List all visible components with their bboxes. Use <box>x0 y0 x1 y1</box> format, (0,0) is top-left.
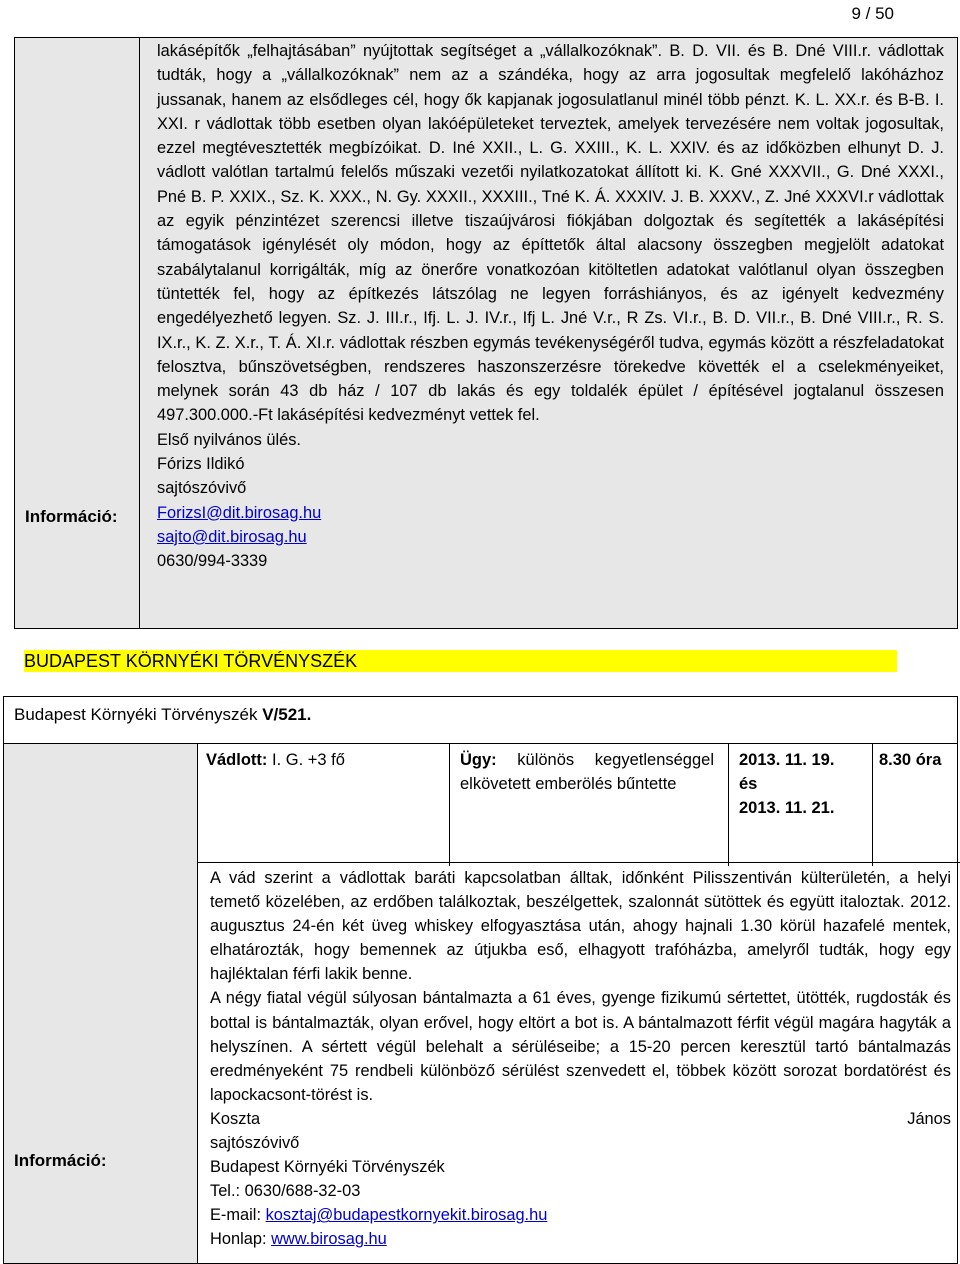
contact-name-row <box>210 1107 960 1131</box>
info-label: Információ: <box>25 507 118 526</box>
time-cell <box>872 744 960 866</box>
contact-court: Budapest Környéki Törvényszék <box>210 1158 445 1177</box>
case-table-2 <box>3 696 958 1264</box>
case-type-value: különös kegyetlenséggel elkövetett emberölés bűntette <box>460 751 714 793</box>
contact-role-2: sajtószóvivő <box>210 1134 300 1153</box>
case2-paragraph-1: A vád szerint a vádlottak baráti kapcsolatban álltak, időnként Pilisszentiván külterületén, a helyi temető közelében, az erdőben találkoztak, beszélgettek, szalonnát sütöttek és együtt italoztak. 2012. augusztus 24-én két üveg whiskey elfogyasztása után, ahogy hajnali 1.30 körül hazafelé mentek, elhatározták, hogy bemennek az útjukba eső, elhagyott trafóházba, amelyről tudták, hogy egy hajléktalan férfi lakik benne. <box>210 869 951 984</box>
contact-last-name: János <box>907 1109 951 1128</box>
case1-text <box>14 37 958 574</box>
label-column-2 <box>4 744 198 1264</box>
date-and: és <box>739 775 758 793</box>
defendant-cell <box>198 744 449 866</box>
case-type-label: Ügy: <box>460 751 497 769</box>
defendant-value: I. G. +3 fő <box>267 751 345 769</box>
court-name: Budapest Környéki Törvényszék <box>14 705 263 724</box>
email-link-1[interactable]: ForizsI@dit.birosag.hu <box>157 503 322 522</box>
date-first: 2013. 11. 19. <box>739 751 835 769</box>
court-case-header <box>4 697 958 744</box>
date-cell <box>728 744 872 866</box>
court-section-title: BUDAPEST KÖRNYÉKI TÖRVÉNYSZÉK <box>24 650 897 672</box>
defendant-label: Vádlott: <box>206 751 268 769</box>
case-number: V/521. <box>262 705 312 724</box>
page-number: 9 / 50 <box>851 4 894 23</box>
case2-content <box>198 744 958 1264</box>
date-second: 2013. 11. 21. <box>739 799 835 817</box>
email-link-2[interactable]: sajto@dit.birosag.hu <box>157 527 307 546</box>
contact-first-name: Koszta <box>210 1109 261 1128</box>
contact-name: Fórizs Ildikó <box>157 455 245 474</box>
hearing-time: 8.30 óra <box>879 751 942 769</box>
web-link[interactable]: www.birosag.hu <box>271 1230 387 1249</box>
info-label-2: Információ: <box>14 1151 107 1170</box>
email-label: E-mail: <box>210 1206 266 1225</box>
case1-paragraph-first-hearing: Első nyilvános ülés. <box>157 430 301 449</box>
case1-paragraph: lakásépítők „felhajtásában” nyújtottak segítséget a „vállalkozóknak”. B. D. VII. és B. Dné VIII.r. vádlottak tudták, hogy a „vállalkozóknak” nem az a szándéka, hogy az arra jogosultak megfelelő lakóházhoz jussanak, hanem az elsődleges cél, hogy ők kapjanak jogosulatlanul minél több pénzt. K. L. XX.r. és B-B. I. XXI. r vádlottak több esetben olyan lakóépületeket terveztek, amelyek tervezésére nem voltak jogosultak, ezzel megtévesztették megbízóikat. D. Iné XXII., L. G. XXIII., K. L. XXIV. és az időközben elhunyt D. J. vádlott valótlan tartalmú felelős műszaki vezetői nyilatkozatokat állított ki. K. Gné XXXVII., G. Dné XXXI., Pné B. P. XXIX., Sz. K. XXX., N. Gy. XXXII., XXXIII., Tné K. Á. XXXIV. J. B. XXXV., Z. Jné XXXVI.r vádlottak az egyik pénzintézet szerencsi illetve tiszaújvárosi fiókjában dolgoztak és segítették a lakásépítési támogatások igénylését oly módon, hogy az építtetők által alacsony összegben megjelölt adatokat szabálytalanul korrigálták, míg az önerőre vonatkozóan kitöltetlen adatokat valótlanul olyan összegben tüntették fel, hogy az építkezés látszólag ne legyen forráshiányos, és az igényelt kedvezmény engedélyezhető legyen. Sz. J. III.r., Ifj. L. J. IV.r., Ifj L. Jné V.r., R Zs. VI.r., B. D. VII.r., B. Dné VIII.r., R. S. IX.r., K. Z. X.r., T. Á. XI.r. vádlottak részben egymás tevékenységéről tudva, egymás között a részfeladatokat felosztva, bűnszövetségben, rendszeres haszonszerzésre törekedve követték el a cselekményeiket, melynek során 43 db ház / 107 db lakás és egy toldalék épület / építésével jogtalanul összesen 497.300.000.-Ft lakásépítési kedvezményt vettek fel. <box>157 42 944 425</box>
contact-tel: Tel.: 0630/688-32-03 <box>210 1182 361 1201</box>
case2-text <box>198 862 960 1263</box>
case2-paragraph-2: A négy fiatal végül súlyosan bántalmazta a 61 éves, gyenge fizikumú sértettet, ütötték, rugdosták és bottal is bántalmazták, olyan erővel, hogy eltört a bot is. A bántalmazott férfit végül magára hagyták a helyszínen. A sértett végül belehalt a sérüléseibe; a 15-20 percen keresztül tartó bántalmazás eredményeként 75 rendbeli különböző sérülést szenvedett el, többek között sorozat bordatörést és lapockacsont-törést is. <box>210 989 951 1104</box>
email-link-3[interactable]: kosztaj@budapestkornyekit.birosag.hu <box>265 1206 548 1225</box>
web-label: Honlap: <box>210 1230 272 1249</box>
contact-role: sajtószóvivő <box>157 479 247 498</box>
case-type-cell <box>449 744 728 866</box>
contact-phone: 0630/994-3339 <box>157 552 268 571</box>
